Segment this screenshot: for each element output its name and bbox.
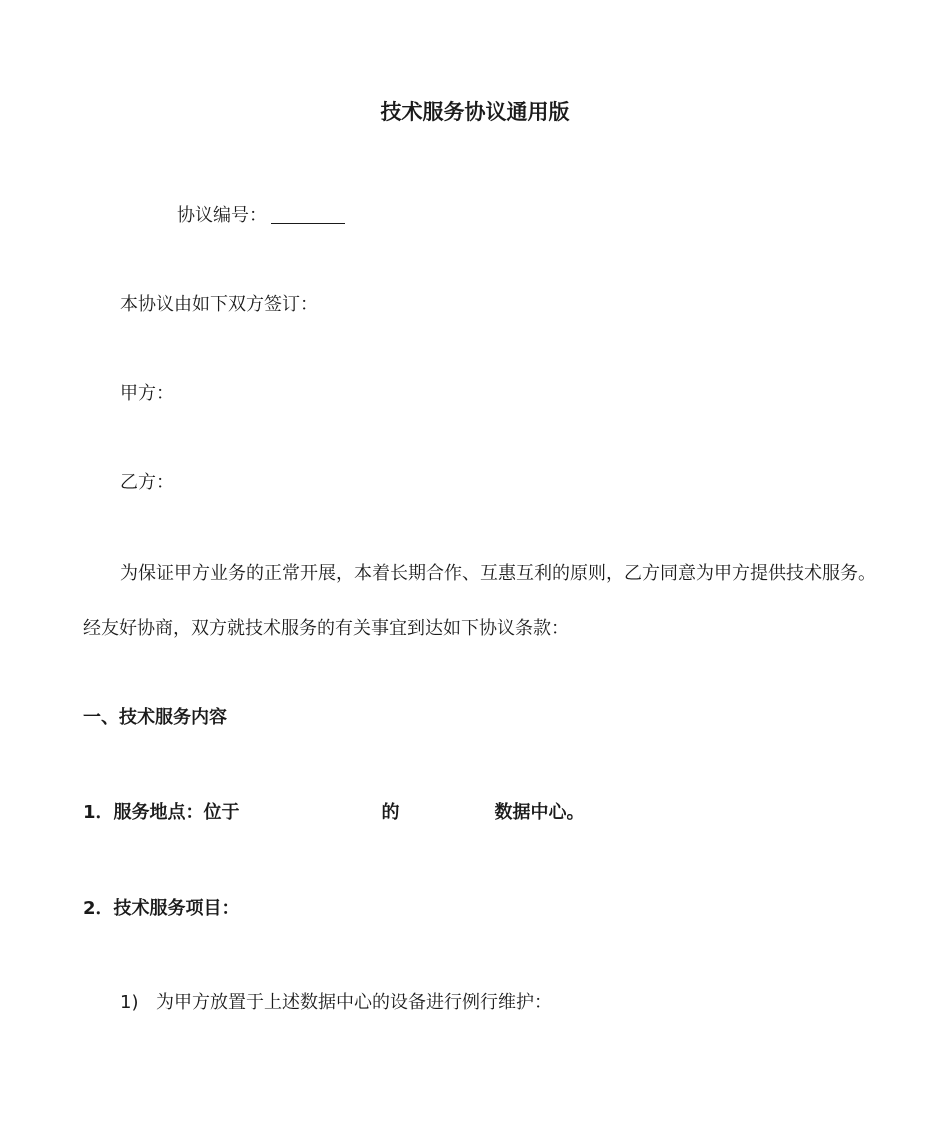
document-title: 技术服务协议通用版 bbox=[380, 100, 570, 124]
party-b-label: 乙方： bbox=[120, 472, 174, 493]
intro-text: 本协议由如下双方签订： bbox=[120, 294, 318, 315]
paragraph-line-1: 为保证甲方业务的正常开展，本着长期合作、互惠互利的原则，乙方同意为甲方提供技术服务。 bbox=[120, 563, 876, 584]
agreement-number-label: 协议编号： bbox=[177, 205, 267, 226]
agreement-number-blank[interactable] bbox=[271, 205, 345, 224]
item-1-suffix: 数据中心。 bbox=[494, 802, 585, 823]
subitem-1 bbox=[120, 991, 552, 1015]
item-1-service-location bbox=[83, 801, 585, 825]
item-1-prefix: 1．服务地点：位于 bbox=[83, 802, 240, 823]
item-2-service-items: 2．技术服务项目： bbox=[83, 898, 240, 919]
party-a-label: 甲方： bbox=[120, 383, 174, 404]
agreement-number-row bbox=[177, 204, 345, 228]
subitem-1-number: 1) bbox=[120, 992, 139, 1013]
item-1-mid: 的 bbox=[381, 802, 400, 823]
paragraph-line-2: 经友好协商，双方就技术服务的有关事宜到达如下协议条款： bbox=[83, 618, 569, 639]
section-1-heading: 一、技术服务内容 bbox=[83, 707, 227, 728]
subitem-1-text: 为甲方放置于上述数据中心的设备进行例行维护： bbox=[156, 992, 552, 1013]
